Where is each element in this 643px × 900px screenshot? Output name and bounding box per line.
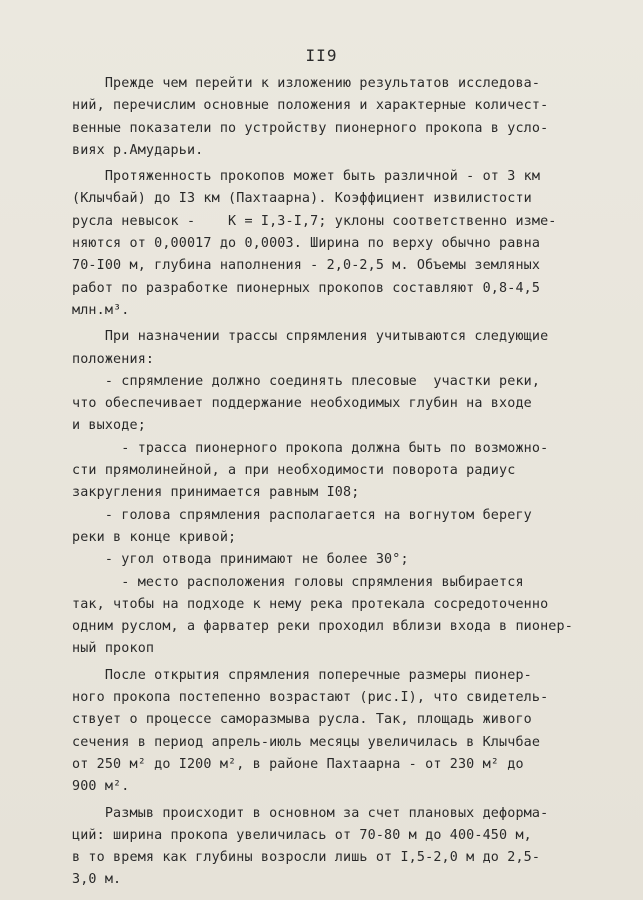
body-text [72,73,592,892]
text-line: Протяженность прокопов может быть различной - от 3 км [72,169,541,185]
text-line: Прежде чем перейти к изложению результатов исследова- [72,76,541,91]
text-line: и выходе; [72,418,146,434]
text-line: русла невысок - К = I,3-I,7; уклоны соответственно изме- [72,213,557,229]
text-line: сечения в период апрель-июль месяцы увеличилась в Клычбае [72,734,541,750]
text-line: - угол отвода принимают не более 30°; [72,552,409,568]
text-line: - спрямление должно соединять плесовые участки реки, [72,373,541,389]
text-line: что обеспечивает поддержание необходимых глубин на входе [72,396,532,412]
text-line: одним руслом, а фарватер реки проходил вблизи входа в пионер- [72,619,573,635]
text-line: венные показатели по устройству пионерного прокопа в усло- [72,120,549,136]
text-line: 70-I00 м, глубина наполнения - 2,0-2,5 м. Объемы земляных [72,258,541,274]
text-line: - трасса пионерного прокопа должна быть по возможно- [72,440,549,456]
text-line: При назначении трассы спрямления учитываются следующие [72,329,549,345]
paragraph [72,803,592,892]
text-line: так, чтобы на подходе к нему река протекала сосредоточенно [72,596,549,612]
text-line: закругления принимается равным I08; [72,485,360,501]
text-line: 900 м². [72,779,130,795]
text-line: ний, перечислим основные положения и характерные количест- [72,98,549,114]
text-line: ствует о процессе саморазмыва русла. Так, площадь живого [72,712,532,728]
text-line: положения: [72,351,155,367]
text-line: ный прокоп [72,641,155,657]
text-line: млн.м³. [72,302,130,318]
text-line: от 250 м² до I200 м², в районе Пахтаарна - от 230 м² до [72,756,524,772]
text-line: ного прокопа постепенно возрастают (рис.I), что свидетель- [72,690,549,706]
text-line: - голова спрямления располагается на вогнутом берегу [72,507,532,523]
text-line: Размыв происходит в основном за счет плановых деформа- [72,805,549,821]
text-line: ций: ширина прокопа увеличилась от 70-80 м до 400-450 м, [72,827,532,843]
text-line: виях р.Амударьи. [72,142,204,158]
text-line: После открытия спрямления поперечные размеры пионер- [72,667,532,683]
paragraph [72,166,592,322]
paragraph [72,73,592,162]
paragraph [72,665,592,799]
text-line: работ по разработке пионерных прокопов составляют 0,8-4,5 [72,280,541,296]
text-line: 3,0 м. [72,872,122,888]
text-line: реки в конце кривой; [72,529,237,545]
text-line: - место расположения головы спрямления выбирается [72,574,524,590]
text-line: (Клычбай) до I3 км (Пахтаарна). Коэффициент извилистости [72,191,532,207]
text-line: в то время как глубины возросли лишь от I,5-2,0 м до 2,5- [72,850,541,866]
text-line: няются от 0,00017 до 0,0003. Ширина по верху обычно равна [72,236,541,252]
paragraph [72,326,592,660]
page-number: II9 [305,46,338,65]
text-line: сти прямолинейной, а при необходимости поворота радиус [72,463,516,479]
